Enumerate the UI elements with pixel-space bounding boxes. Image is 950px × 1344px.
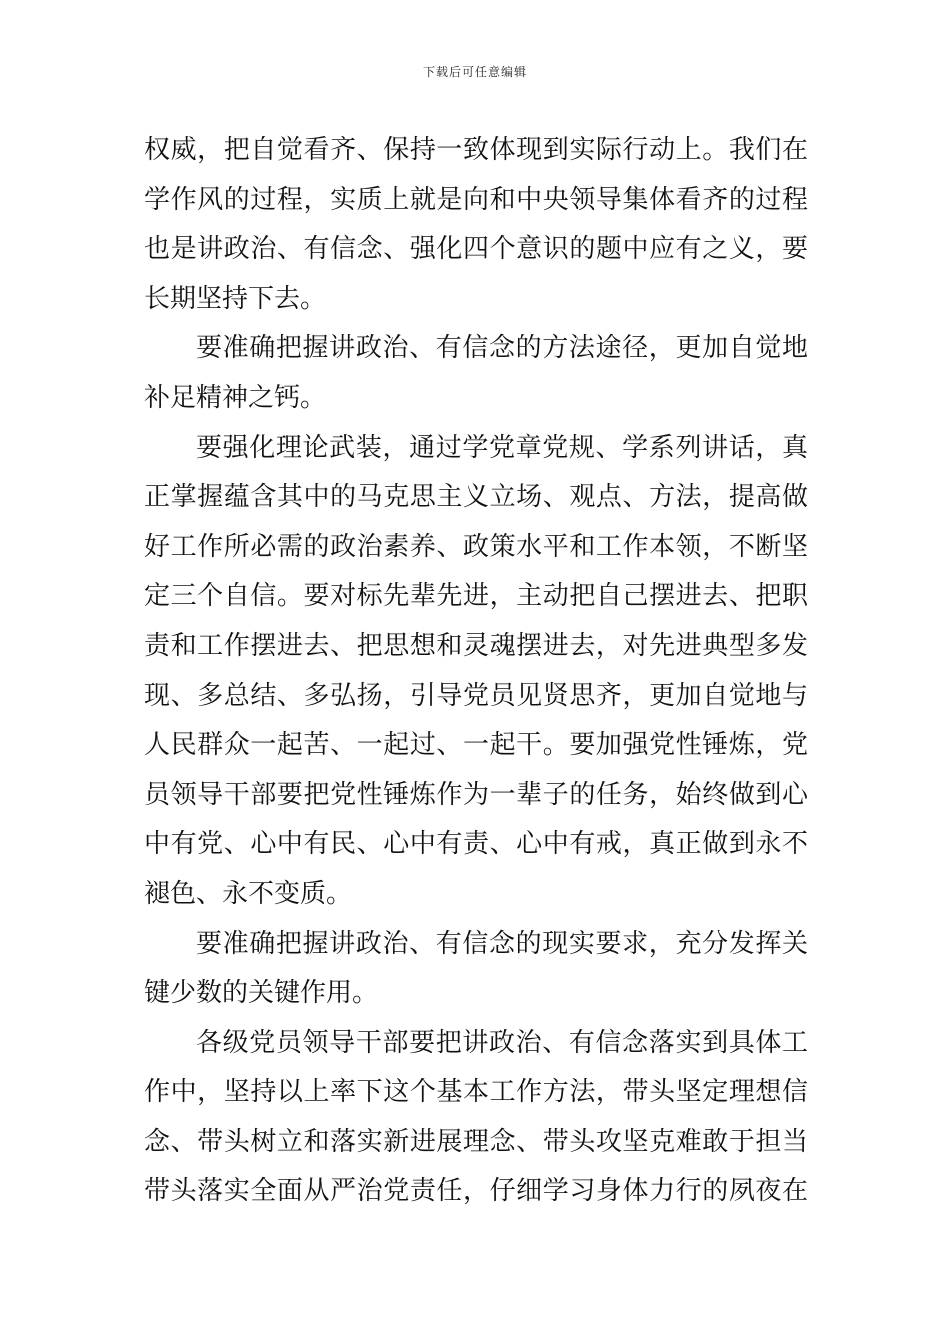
text-line: 作中，坚持以上率下这个基本工作方法，带头坚定理想信 xyxy=(144,1077,808,1108)
text-line: 念、带头树立和落实新进展理念、带头攻坚克难敢于担当 xyxy=(144,1126,808,1157)
text-line: 要准确把握讲政治、有信念的方法途径，更加自觉地 xyxy=(196,333,808,364)
text-line: 好工作所必需的政治素养、政策水平和工作本领，不断坚 xyxy=(144,531,808,562)
text-line: 键少数的关键作用。 xyxy=(144,978,379,1009)
text-line: 褪色、永不变质。 xyxy=(144,878,353,909)
text-line: 带头落实全面从严治党责任，仔细学习身体力行的夙夜在 xyxy=(144,1176,808,1207)
document-body xyxy=(144,126,808,1217)
text-line: 要强化理论武装，通过学党章党规、学系列讲话，真 xyxy=(196,432,808,463)
text-line: 学作风的过程，实质上就是向和中央领导集体看齐的过程 xyxy=(144,184,808,215)
text-line: 员领导干部要把党性锤炼作为一辈子的任务，始终做到心 xyxy=(144,779,808,810)
text-line: 长期坚持下去。 xyxy=(144,283,327,314)
text-line: 权威，把自觉看齐、保持一致体现到实际行动上。我们在 xyxy=(144,135,808,165)
text-line: 正掌握蕴含其中的马克思主义立场、观点、方法，提高做 xyxy=(144,482,808,513)
text-line: 责和工作摆进去、把思想和灵魂摆进去，对先进典型多发 xyxy=(144,630,808,661)
page-header-note: 下载后可任意编辑 xyxy=(422,65,527,79)
text-line: 也是讲政治、有信念、强化四个意识的题中应有之义，要 xyxy=(144,234,808,265)
text-line: 现、多总结、多弘扬，引导党员见贤思齐，更加自觉地与 xyxy=(144,680,808,711)
text-line: 中有党、心中有民、心中有责、心中有戒，真正做到永不 xyxy=(144,829,808,860)
text-line: 各级党员领导干部要把讲政治、有信念落实到具体工 xyxy=(196,1027,808,1058)
text-line: 人民群众一起苦、一起过、一起干。要加强党性锤炼，党 xyxy=(144,730,808,761)
text-line: 要准确把握讲政治、有信念的现实要求，充分发挥关 xyxy=(196,928,808,959)
text-line: 定三个自信。要对标先辈先进，主动把自己摆进去、把职 xyxy=(144,581,808,612)
text-line: 补足精神之钙。 xyxy=(144,382,327,413)
